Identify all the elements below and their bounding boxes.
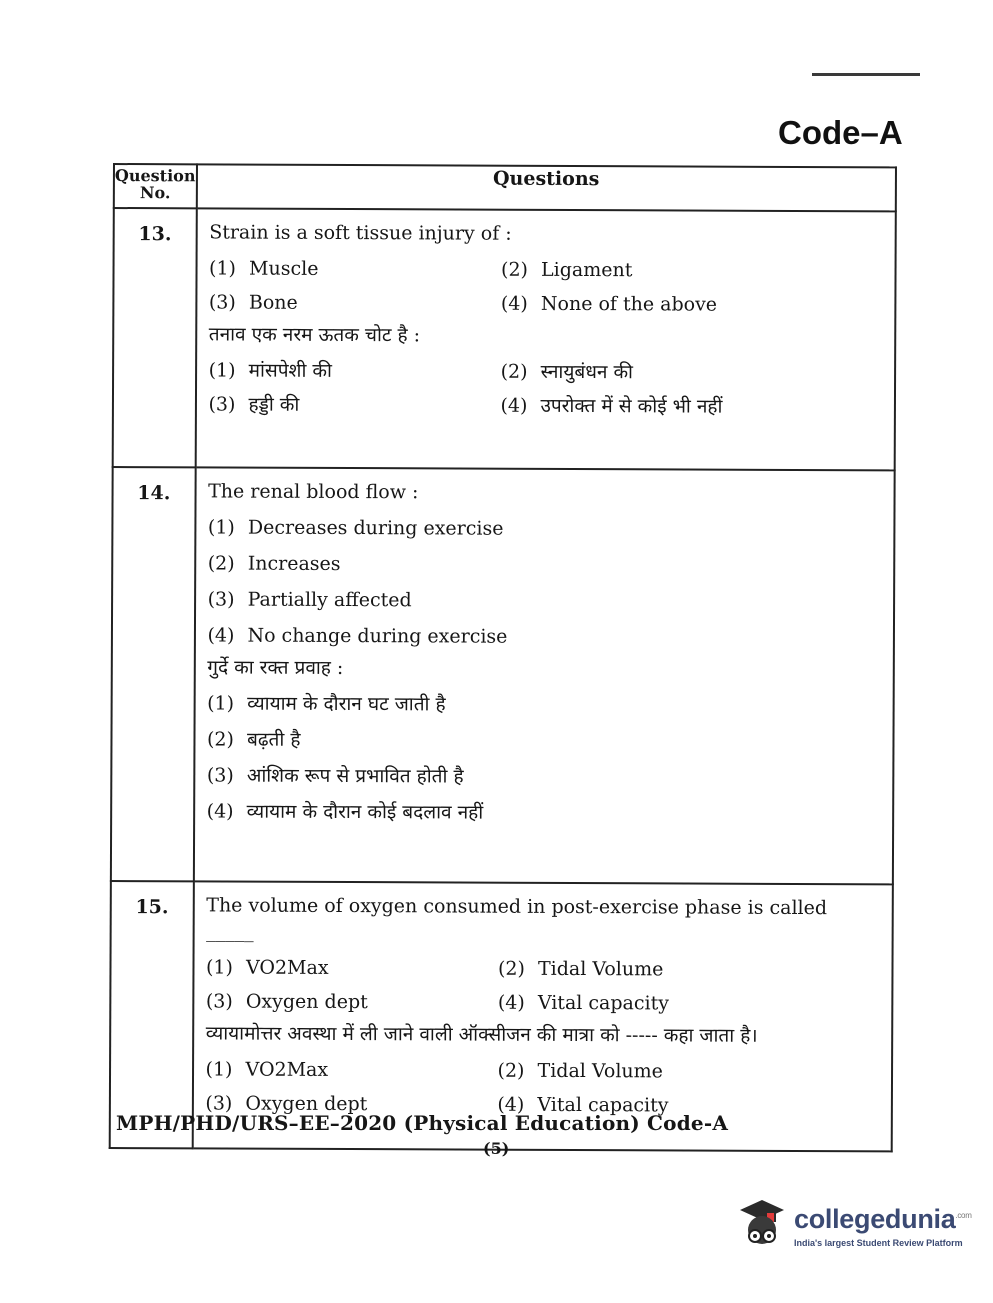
options-en <box>209 255 881 318</box>
question-stem-hi: तनाव एक नरम ऊतक चोट है : <box>208 323 421 347</box>
option: (3) Bone <box>208 291 298 314</box>
options-hi <box>208 357 880 420</box>
option: (2) Tidal Volume <box>497 957 664 981</box>
top-rule <box>812 73 920 76</box>
col-question-no: Question No. <box>114 164 197 208</box>
option: (1) VO2Max <box>205 1058 329 1081</box>
option: (1) Muscle <box>209 257 319 280</box>
option: (3) Oxygen dept <box>205 1092 368 1116</box>
option: (1) VO2Max <box>205 956 329 979</box>
option: (3) Partially affected <box>207 588 412 612</box>
paper-code: Code–A <box>778 114 903 151</box>
question-stem-en: Strain is a soft tissue injury of : <box>209 221 512 245</box>
question-number: 15. <box>110 881 194 1148</box>
collegedunia-logo[interactable] <box>734 1196 972 1256</box>
option: (2) Tidal Volume <box>497 1059 663 1083</box>
option: (4) Vital capacity <box>497 991 670 1015</box>
question-number: 13. <box>113 208 197 467</box>
question-table <box>109 163 897 1152</box>
option: (1) व्यायाम के दौरान घट जाती है <box>207 692 446 716</box>
question-stem-en: The renal blood flow : <box>208 480 419 504</box>
option: (2) Increases <box>207 552 341 575</box>
option: (4) Vital capacity <box>497 1093 669 1117</box>
option: (2) बढ़ती है <box>206 728 301 751</box>
option: (1) मांसपेशी की <box>208 359 333 382</box>
option: (4) No change during exercise <box>207 624 508 648</box>
option: (2) Ligament <box>501 258 633 282</box>
question-stem-en: The volume of oxygen consumed in post-exercise phase is called _____ <box>206 894 828 943</box>
question-row <box>113 208 896 470</box>
student-mascot-icon <box>734 1196 790 1256</box>
question-body <box>193 467 894 884</box>
option: (3) हड्डी की <box>208 393 300 416</box>
option: (1) Decreases during exercise <box>207 516 504 540</box>
options-en <box>207 514 879 651</box>
option: (4) व्यायाम के दौरान कोई बदलाव नहीं <box>206 800 484 824</box>
question-number: 14. <box>111 467 195 881</box>
options-hi <box>205 1056 877 1119</box>
col-questions: Questions <box>196 164 896 211</box>
table-header-row <box>114 164 896 211</box>
option: (3) आंशिक रूप से प्रभावित होती है <box>206 764 464 788</box>
options-hi <box>207 690 879 827</box>
option: (4) उपरोक्त में से कोई भी नहीं <box>500 394 723 418</box>
option: (4) None of the above <box>500 292 718 316</box>
question-row <box>111 467 895 884</box>
options-en <box>206 954 878 1017</box>
logo-wordmark: collegedunia$^{.com}$ <box>794 1204 972 1234</box>
page-number: (5) <box>483 1139 510 1158</box>
question-stem-hi: गुर्दे का रक्त प्रवाह : <box>207 656 344 680</box>
logo-tagline: India's largest Student Review Platform <box>794 1238 963 1248</box>
option: (2) स्नायुबंधन की <box>500 360 634 384</box>
question-body <box>195 208 896 470</box>
exam-footer: MPH/PHD/URS–EE–2020 (Physical Education) Code-A <box>116 1111 729 1135</box>
option: (3) Oxygen dept <box>205 990 368 1014</box>
question-stem-hi: व्यायामोत्तर अवस्था में ली जाने वाली ऑक्सीजन की मात्रा को ----- कहा जाता है। <box>205 1022 758 1047</box>
